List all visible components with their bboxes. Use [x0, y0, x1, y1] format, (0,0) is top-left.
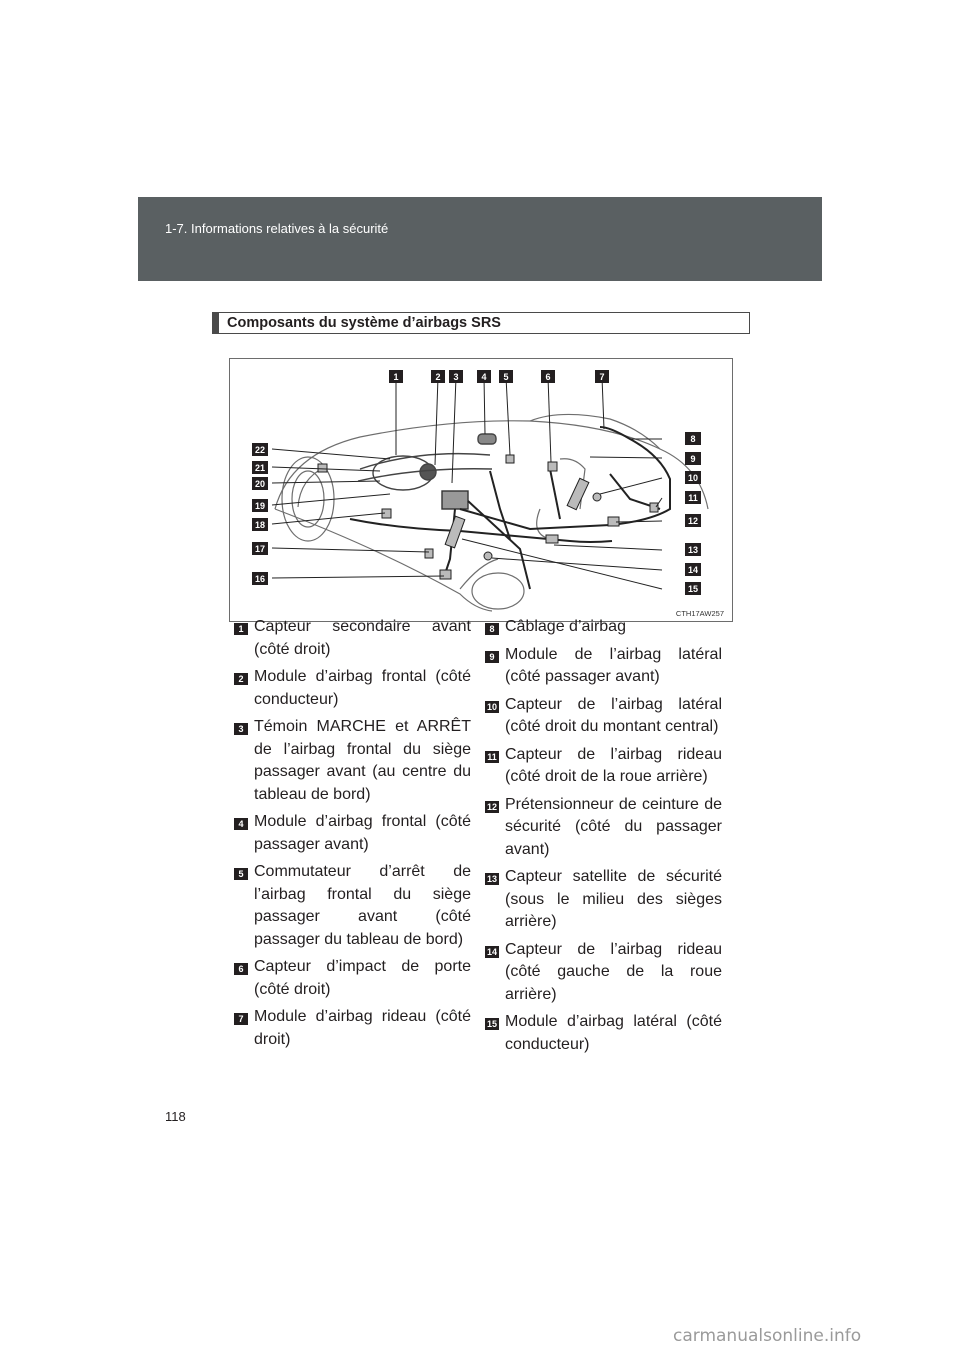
- legend-item: [485, 694, 722, 739]
- callout-number-badge: 12: [486, 801, 497, 812]
- legend-item: [234, 716, 471, 806]
- svg-text:6: 6: [545, 372, 551, 382]
- legend-item-text: Module de l’airbag latéral (côté passager avant): [505, 645, 722, 685]
- svg-text:20: 20: [254, 479, 266, 489]
- watermark-text: carmanualsonline.info: [673, 1326, 862, 1346]
- section-title-box: [212, 312, 750, 334]
- svg-text:7: 7: [599, 372, 605, 382]
- svg-text:17: 17: [254, 544, 266, 554]
- svg-text:3: 3: [453, 372, 459, 382]
- callout-number-badge: 1: [234, 623, 248, 635]
- legend-item-text: Capteur d’impact de porte (côté droit): [254, 958, 471, 998]
- svg-text:2: 2: [435, 372, 441, 382]
- svg-text:21: 21: [254, 463, 266, 473]
- svg-text:16: 16: [254, 574, 266, 584]
- callout-number-badge: 10: [486, 701, 497, 712]
- legend-item-text: Capteur secondaire avant (côté droit): [254, 618, 471, 658]
- legend-item-text: Témoin MARCHE et ARRÊT de l’airbag frontal du siège passager avant (au centre du tableau de bord): [254, 718, 471, 803]
- legend-list-left: [234, 616, 471, 1056]
- chapter-header: [138, 197, 822, 281]
- legend-list-right: [485, 616, 722, 1061]
- legend-item-text: Capteur satellite de sécurité (sous le milieu des sièges arrière): [505, 868, 722, 930]
- svg-text:14: 14: [687, 565, 699, 575]
- svg-text:13: 13: [687, 545, 699, 555]
- legend-item-text: Commutateur d’arrêt de l’airbag frontal du siège passager avant (côté passager du tableau de bord): [254, 863, 471, 948]
- callout-number-badge: 14: [486, 946, 497, 957]
- svg-text:18: 18: [254, 520, 266, 530]
- legend-item-text: Module d’airbag frontal (côté conducteur): [254, 668, 471, 708]
- callout-number-badge: 6: [234, 963, 248, 975]
- svg-text:5: 5: [503, 372, 509, 382]
- svg-text:12: 12: [687, 516, 699, 526]
- legend-item: [234, 666, 471, 711]
- figure-code: CTH17AW257: [675, 609, 724, 618]
- svg-text:15: 15: [687, 584, 699, 594]
- svg-text:4: 4: [481, 372, 487, 382]
- callout-number-badge: 11: [485, 751, 499, 763]
- legend-item-text: Capteur de l’airbag rideau (côté gauche de la roue arrière): [505, 940, 722, 1003]
- svg-text:11: 11: [688, 493, 698, 503]
- section-title: Composants du système d’airbags SRS: [227, 315, 501, 331]
- legend-item-text: Module d’airbag frontal (côté passager avant): [254, 813, 471, 853]
- legend-item-text: Prétensionneur de ceinture de sécurité (côté du passager avant): [505, 795, 722, 858]
- legend-item: [234, 861, 471, 951]
- airbag-diagram: [229, 358, 733, 622]
- page-number: 118: [165, 1109, 186, 1124]
- callout-number-badge: 3: [234, 723, 248, 735]
- legend-item-text: Câblage d’airbag: [505, 618, 626, 635]
- svg-text:22: 22: [254, 445, 266, 455]
- callout-number-badge: 5: [234, 868, 248, 880]
- callout-number-badge: 15: [486, 1019, 497, 1029]
- legend-item-text: Capteur de l’airbag latéral (côté droit du montant central): [505, 695, 722, 735]
- legend-item: [485, 616, 722, 639]
- callout-number-badge: 7: [234, 1013, 248, 1025]
- callout-number-badge: 9: [485, 651, 499, 663]
- callout-number-badge: 8: [485, 623, 499, 635]
- car-illustration: [230, 359, 733, 622]
- svg-text:9: 9: [690, 454, 696, 464]
- svg-text:19: 19: [254, 501, 266, 511]
- legend-item: [485, 744, 722, 789]
- legend-item: [485, 1011, 722, 1056]
- legend-item: [234, 616, 471, 661]
- callout-number-badge: 4: [234, 818, 248, 830]
- legend-item: [234, 1006, 471, 1051]
- legend-item: [485, 644, 722, 689]
- legend-item: [234, 956, 471, 1001]
- svg-text:1: 1: [393, 372, 399, 382]
- svg-text:8: 8: [690, 434, 696, 444]
- legend-item-text: Module d’airbag rideau (côté droit): [254, 1008, 471, 1048]
- legend-item: [234, 811, 471, 856]
- legend-item: [485, 794, 722, 862]
- legend-item: [485, 866, 722, 934]
- legend-item-text: Capteur de l’airbag rideau (côté droit de la roue arrière): [505, 745, 722, 785]
- callout-number-badge: 13: [486, 874, 497, 884]
- callout-number-badge: 2: [234, 673, 248, 685]
- section-breadcrumb: 1-7. Informations relatives à la sécurité: [165, 221, 389, 236]
- legend-item-text: Module d’airbag latéral (côté conducteur): [505, 1013, 722, 1053]
- title-bar-accent: [213, 313, 219, 333]
- svg-text:10: 10: [687, 473, 699, 483]
- legend-item: [485, 939, 722, 1007]
